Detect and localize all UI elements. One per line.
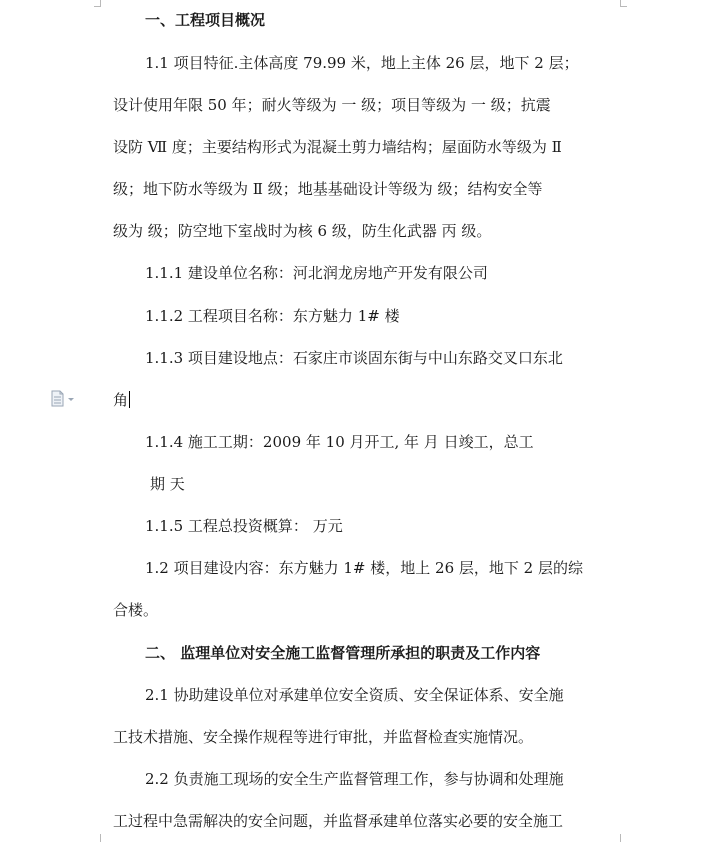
paragraph-line-with-cursor[interactable] (113, 390, 613, 410)
text-cursor (129, 391, 130, 408)
paragraph-line: 1.1.2 工程项目名称：东方魅力 1# 楼 (145, 307, 400, 325)
paragraph-line: 工过程中急需解决的安全问题，并监督承建单位落实必要的安全施工 (113, 812, 564, 830)
paragraph-line: 2.2 负责施工现场的安全生产监督管理工作，参与协调和处理施 (145, 770, 564, 788)
crop-mark-top-right-h (620, 6, 627, 7)
crop-mark-top-left-h (94, 6, 101, 7)
heading-1: 一、工程项目概况 (145, 11, 266, 29)
crop-mark-bottom-right (620, 834, 621, 842)
paragraph-line: 2.1 协助建设单位对承建单位安全资质、安全保证体系、安全施 (145, 686, 564, 704)
paragraph-line: 工技术措施、安全操作规程等进行审批，并监督检查实施情况。 (113, 728, 534, 746)
paragraph-line: 1.1 项目特征.主体高度 79.99 米，地上主体 26 层，地下 2 层； (145, 54, 579, 72)
paragraph-text: 角 (113, 391, 129, 409)
paragraph-line: 1.1.1 建设单位名称：河北润龙房地产开发有限公司 (145, 264, 488, 282)
paragraph-line: 级为 级；防空地下室战时为核 6 级，防生化武器 丙 级。 (113, 222, 492, 240)
paragraph-line: 设防 Ⅶ 度；主要结构形式为混凝土剪力墙结构；屋面防水等级为 Ⅱ (113, 138, 562, 156)
crop-mark-bottom-left (100, 834, 101, 842)
paragraph-line: 1.1.4 施工工期：2009 年 10 月开工, 年 月 日竣工，总工 (145, 433, 534, 451)
paragraph-line: 级；地下防水等级为 Ⅱ 级；地基基础设计等级为 级；结构安全等 (113, 180, 543, 198)
paragraph-line: 设计使用年限 50 年；耐火等级为 一 级；项目等级为 一 级；抗震 (113, 96, 551, 114)
document-paragraph-icon[interactable] (50, 390, 78, 408)
paragraph-line: 合楼。 (113, 601, 159, 619)
heading-2: 二、 监理单位对安全施工监督管理所承担的职责及工作内容 (145, 644, 541, 662)
paragraph-line: 期 天 (150, 475, 185, 493)
paragraph-line: 1.1.3 项目建设地点：石家庄市谈固东街与中山东路交叉口东北 (145, 349, 563, 367)
paragraph-line: 1.1.5 工程总投资概算： 万元 (145, 517, 343, 535)
paragraph-line: 1.2 项目建设内容：东方魅力 1# 楼，地上 26 层，地下 2 层的综 (145, 559, 583, 577)
